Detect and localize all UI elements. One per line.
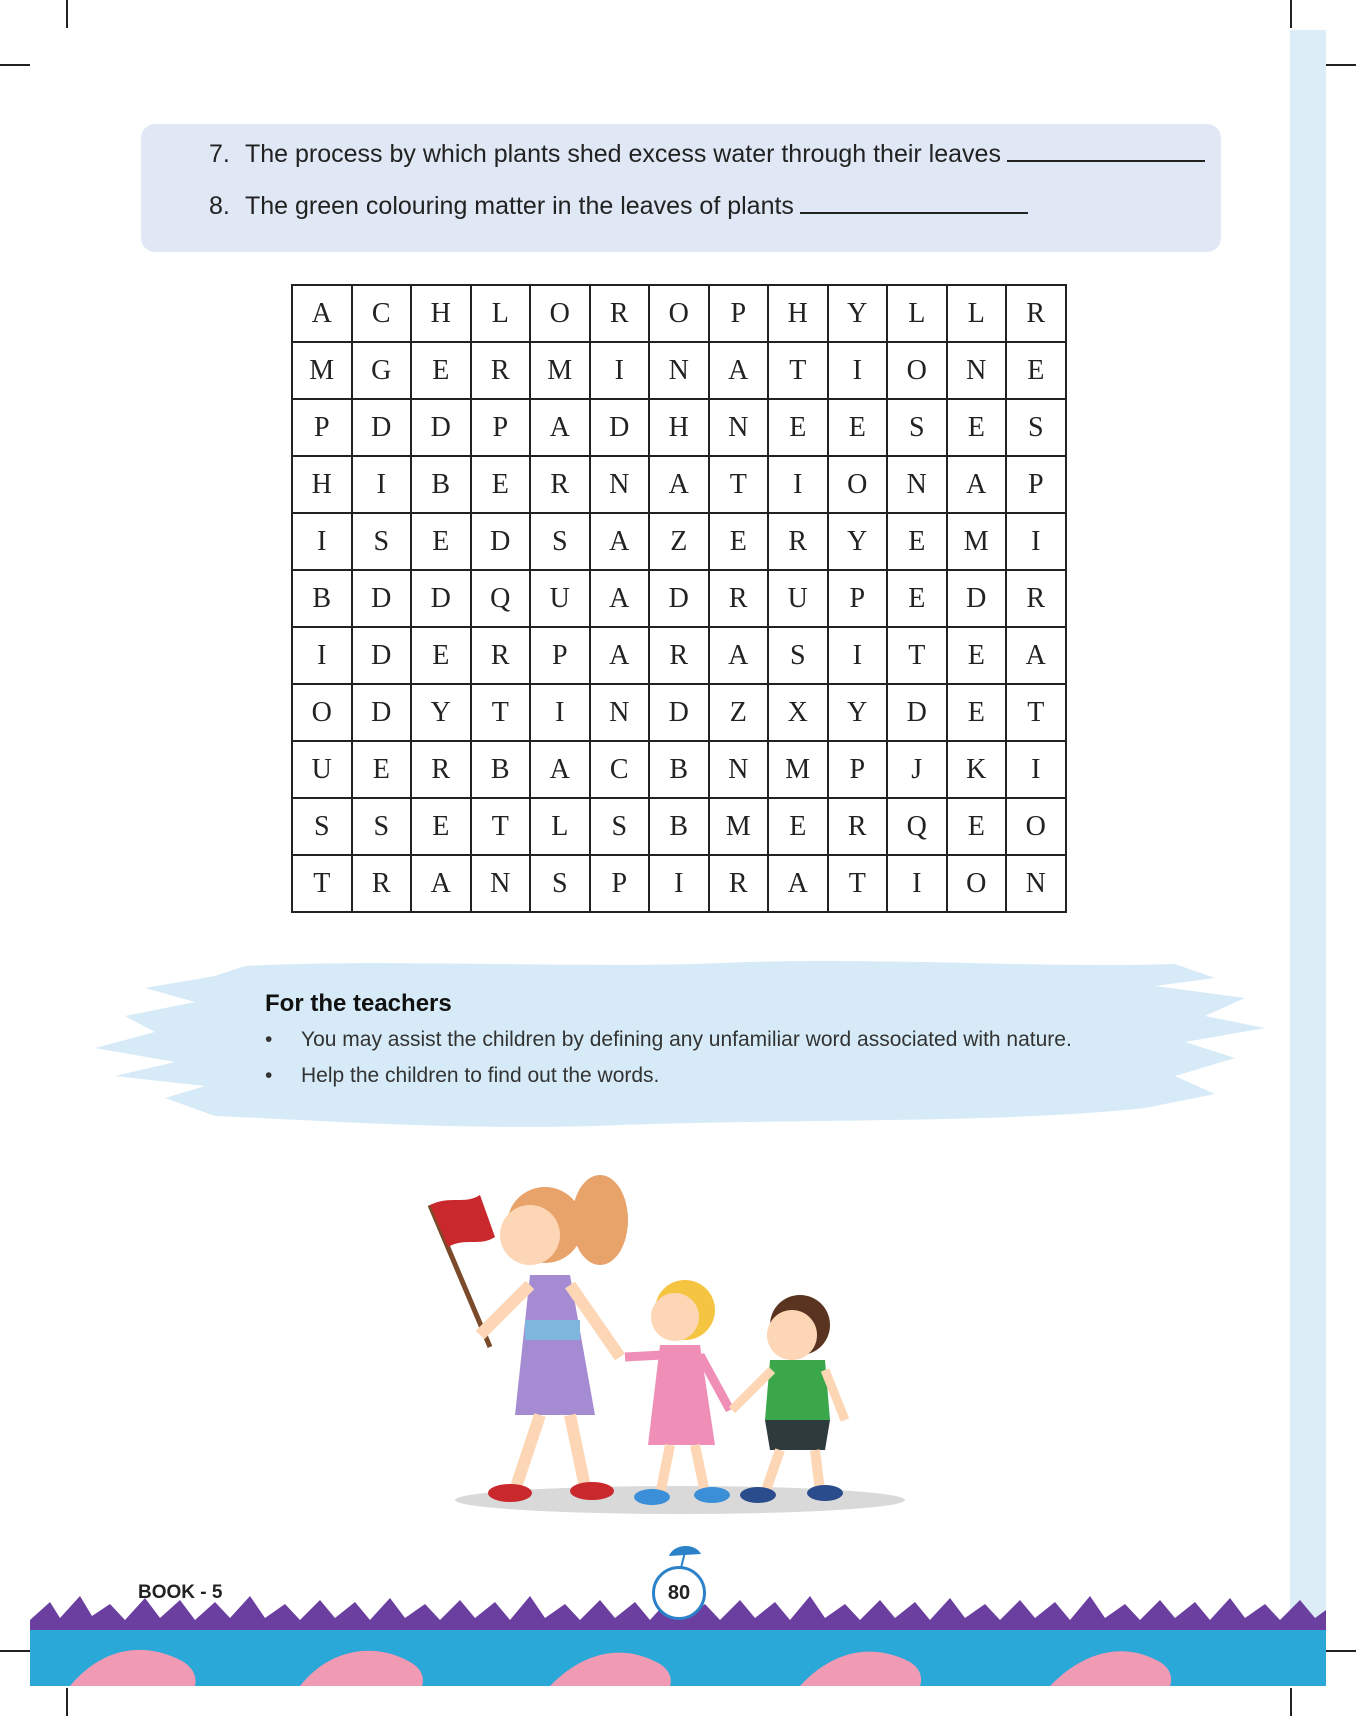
grid-cell[interactable]: N xyxy=(709,399,769,456)
teacher-note-item xyxy=(265,1064,659,1088)
question-7 xyxy=(209,138,1205,169)
grid-row xyxy=(292,570,1066,627)
grid-cell[interactable]: M xyxy=(709,798,769,855)
grid-cell[interactable]: G xyxy=(352,342,412,399)
grid-cell[interactable]: N xyxy=(947,342,1007,399)
grid-cell[interactable]: I xyxy=(530,684,590,741)
grid-cell[interactable]: D xyxy=(649,570,709,627)
grid-cell[interactable]: A xyxy=(530,741,590,798)
grid-cell[interactable]: X xyxy=(768,684,828,741)
grid-cell[interactable]: I xyxy=(1006,741,1066,798)
grid-cell[interactable]: D xyxy=(887,684,947,741)
grid-cell[interactable]: D xyxy=(471,513,531,570)
grid-cell[interactable]: A xyxy=(649,456,709,513)
questions-box xyxy=(141,124,1221,252)
grid-cell[interactable]: E xyxy=(828,399,888,456)
grid-cell[interactable]: M xyxy=(292,342,352,399)
grid-cell[interactable]: P xyxy=(530,627,590,684)
grid-cell[interactable]: P xyxy=(590,855,650,912)
grid-cell[interactable]: P xyxy=(828,741,888,798)
grid-cell[interactable]: T xyxy=(471,798,531,855)
grid-cell[interactable]: A xyxy=(768,855,828,912)
crop-mark xyxy=(0,64,30,66)
grid-cell[interactable]: S xyxy=(352,513,412,570)
teacher-note-text: You may assist the children by defining any unfamiliar word associated with nature. xyxy=(301,1028,1072,1051)
grid-row xyxy=(292,855,1066,912)
grid-cell[interactable]: C xyxy=(590,741,650,798)
bullet-icon: • xyxy=(265,1028,273,1051)
crop-mark xyxy=(1326,64,1356,66)
grid-cell[interactable]: E xyxy=(411,513,471,570)
umbrella-icon xyxy=(665,1540,705,1568)
grid-cell[interactable]: E xyxy=(709,513,769,570)
grid-cell[interactable]: U xyxy=(768,570,828,627)
grid-cell[interactable]: S xyxy=(352,798,412,855)
word-search-grid xyxy=(291,284,1067,913)
grid-cell[interactable]: T xyxy=(1006,684,1066,741)
teacher-note-text: Help the children to find out the words. xyxy=(301,1064,660,1087)
children-walking-illustration xyxy=(420,1165,940,1520)
grid-cell[interactable]: L xyxy=(887,285,947,342)
book-label: BOOK - 5 xyxy=(138,1582,223,1603)
grid-cell[interactable]: I xyxy=(352,456,412,513)
grid-cell[interactable]: T xyxy=(828,855,888,912)
grid-cell[interactable]: D xyxy=(352,627,412,684)
grid-cell[interactable]: P xyxy=(1006,456,1066,513)
grid-cell[interactable]: O xyxy=(828,456,888,513)
grid-cell[interactable]: O xyxy=(530,285,590,342)
grid-cell[interactable]: E xyxy=(352,741,412,798)
teacher-note-title: For the teachers xyxy=(265,990,452,1017)
question-number: 8. xyxy=(209,192,230,220)
grid-cell[interactable]: R xyxy=(1006,285,1066,342)
grid-cell[interactable]: D xyxy=(352,399,412,456)
grid-cell[interactable]: L xyxy=(471,285,531,342)
grid-cell[interactable]: R xyxy=(649,627,709,684)
grid-cell[interactable]: R xyxy=(530,456,590,513)
grid-cell[interactable]: C xyxy=(352,285,412,342)
grid-cell[interactable]: B xyxy=(411,456,471,513)
grid-cell[interactable]: R xyxy=(828,798,888,855)
grid-cell[interactable]: A xyxy=(590,513,650,570)
grid-cell[interactable]: T xyxy=(768,342,828,399)
grid-cell[interactable]: E xyxy=(411,798,471,855)
grid-cell[interactable]: P xyxy=(292,399,352,456)
grid-row xyxy=(292,627,1066,684)
grid-cell[interactable]: T xyxy=(471,684,531,741)
grid-cell[interactable]: Y xyxy=(828,684,888,741)
grid-cell[interactable]: A xyxy=(709,342,769,399)
crop-mark xyxy=(1290,1688,1292,1716)
grid-cell[interactable]: R xyxy=(709,855,769,912)
grid-cell[interactable]: N xyxy=(709,741,769,798)
grid-cell[interactable]: B xyxy=(649,741,709,798)
grid-cell[interactable]: Z xyxy=(709,684,769,741)
grid-cell[interactable]: I xyxy=(768,456,828,513)
grid-cell[interactable]: D xyxy=(352,684,412,741)
grid-cell[interactable]: R xyxy=(709,570,769,627)
grid-cell[interactable]: D xyxy=(590,399,650,456)
grid-cell[interactable]: Z xyxy=(649,513,709,570)
grid-cell[interactable]: Y xyxy=(828,513,888,570)
grid-cell[interactable]: H xyxy=(411,285,471,342)
grid-cell[interactable]: R xyxy=(471,342,531,399)
grid-row xyxy=(292,684,1066,741)
grid-cell[interactable]: R xyxy=(411,741,471,798)
grid-cell[interactable]: R xyxy=(590,285,650,342)
grid-cell[interactable]: I xyxy=(1006,513,1066,570)
grid-cell[interactable]: A xyxy=(590,627,650,684)
grid-cell[interactable]: E xyxy=(947,399,1007,456)
grid-cell[interactable]: T xyxy=(887,627,947,684)
grid-cell[interactable]: S xyxy=(590,798,650,855)
grid-cell[interactable]: I xyxy=(828,342,888,399)
grid-cell[interactable]: R xyxy=(352,855,412,912)
grid-cell[interactable]: O xyxy=(887,342,947,399)
grid-cell[interactable]: A xyxy=(411,855,471,912)
grid-cell[interactable]: L xyxy=(530,798,590,855)
question-text: The process by which plants shed excess water through their leaves xyxy=(245,140,1001,168)
grid-cell[interactable]: N xyxy=(590,456,650,513)
grid-cell[interactable]: A xyxy=(590,570,650,627)
grid-cell[interactable]: N xyxy=(1006,855,1066,912)
grid-row xyxy=(292,399,1066,456)
grid-cell[interactable]: I xyxy=(292,513,352,570)
answer-blank[interactable] xyxy=(1007,138,1205,162)
grid-cell[interactable]: B xyxy=(292,570,352,627)
grid-row xyxy=(292,513,1066,570)
grid-cell[interactable]: B xyxy=(649,798,709,855)
grid-cell[interactable]: S xyxy=(1006,399,1066,456)
crop-mark xyxy=(1290,0,1292,28)
question-8 xyxy=(209,190,1028,221)
crop-mark xyxy=(66,1688,68,1716)
grid-cell[interactable]: K xyxy=(947,741,1007,798)
grid-cell[interactable]: Q xyxy=(887,798,947,855)
grid-cell[interactable]: E xyxy=(411,342,471,399)
grid-cell[interactable]: E xyxy=(947,684,1007,741)
grid-cell[interactable]: I xyxy=(649,855,709,912)
grid-cell[interactable]: P xyxy=(828,570,888,627)
grid-cell[interactable]: O xyxy=(1006,798,1066,855)
grid-cell[interactable]: E xyxy=(947,798,1007,855)
crop-mark xyxy=(66,0,68,28)
grid-cell[interactable]: D xyxy=(352,570,412,627)
grid-cell[interactable]: I xyxy=(292,627,352,684)
grid-row xyxy=(292,285,1066,342)
grid-cell[interactable]: D xyxy=(411,570,471,627)
grid-cell[interactable]: I xyxy=(887,855,947,912)
grid-cell[interactable]: E xyxy=(887,570,947,627)
grid-cell[interactable]: S xyxy=(887,399,947,456)
grid-cell[interactable]: Y xyxy=(828,285,888,342)
grid-cell[interactable]: Q xyxy=(471,570,531,627)
grid-cell[interactable]: D xyxy=(649,684,709,741)
grid-cell[interactable]: R xyxy=(1006,570,1066,627)
grid-cell[interactable]: U xyxy=(292,741,352,798)
grid-cell[interactable]: H xyxy=(292,456,352,513)
grid-cell[interactable]: M xyxy=(768,741,828,798)
grid-cell[interactable]: T xyxy=(709,456,769,513)
crop-mark xyxy=(0,1650,30,1652)
grid-cell[interactable]: J xyxy=(887,741,947,798)
grid-row xyxy=(292,456,1066,513)
grid-cell[interactable]: O xyxy=(947,855,1007,912)
grid-cell[interactable]: N xyxy=(649,342,709,399)
grid-cell[interactable]: S xyxy=(530,513,590,570)
crop-mark xyxy=(1326,1650,1356,1652)
answer-blank[interactable] xyxy=(800,190,1028,214)
grid-cell[interactable]: N xyxy=(471,855,531,912)
grid-cell[interactable]: E xyxy=(411,627,471,684)
grid-row xyxy=(292,798,1066,855)
question-text: The green colouring matter in the leaves of plants xyxy=(245,192,794,220)
grid-cell[interactable]: R xyxy=(768,513,828,570)
question-number: 7. xyxy=(209,140,230,168)
grid-cell[interactable]: H xyxy=(768,285,828,342)
bullet-icon: • xyxy=(265,1064,273,1087)
grid-cell[interactable]: I xyxy=(590,342,650,399)
grid-cell[interactable]: E xyxy=(471,456,531,513)
grid-cell[interactable]: A xyxy=(709,627,769,684)
teacher-note-item xyxy=(265,1028,1072,1052)
grid-cell[interactable]: L xyxy=(947,285,1007,342)
grid-cell[interactable]: S xyxy=(292,798,352,855)
grid-cell[interactable]: E xyxy=(768,798,828,855)
grid-cell[interactable]: I xyxy=(828,627,888,684)
grid-cell[interactable]: M xyxy=(947,513,1007,570)
grid-cell[interactable]: D xyxy=(947,570,1007,627)
page-edge-strip xyxy=(1290,30,1326,1686)
grid-cell[interactable]: N xyxy=(590,684,650,741)
grid-cell[interactable]: B xyxy=(471,741,531,798)
grid-cell[interactable]: E xyxy=(947,627,1007,684)
grid-cell[interactable]: T xyxy=(292,855,352,912)
grid-cell[interactable]: E xyxy=(887,513,947,570)
grid-cell[interactable]: E xyxy=(768,399,828,456)
grid-cell[interactable]: M xyxy=(530,342,590,399)
grid-cell[interactable]: P xyxy=(709,285,769,342)
grid-cell[interactable]: P xyxy=(471,399,531,456)
grid-cell[interactable]: E xyxy=(1006,342,1066,399)
grid-cell[interactable]: S xyxy=(768,627,828,684)
grid-cell[interactable]: A xyxy=(292,285,352,342)
grid-cell[interactable]: Y xyxy=(411,684,471,741)
grid-cell[interactable]: O xyxy=(649,285,709,342)
grid-cell[interactable]: H xyxy=(649,399,709,456)
grid-cell[interactable]: A xyxy=(947,456,1007,513)
grid-cell[interactable]: D xyxy=(411,399,471,456)
grid-cell[interactable]: U xyxy=(530,570,590,627)
grid-cell[interactable]: R xyxy=(471,627,531,684)
grid-cell[interactable]: O xyxy=(292,684,352,741)
grid-cell[interactable]: A xyxy=(1006,627,1066,684)
grid-row xyxy=(292,342,1066,399)
page-number: 80 xyxy=(652,1566,706,1620)
grid-cell[interactable]: N xyxy=(887,456,947,513)
grid-cell[interactable]: S xyxy=(530,855,590,912)
grid-row xyxy=(292,741,1066,798)
grid-cell[interactable]: A xyxy=(530,399,590,456)
